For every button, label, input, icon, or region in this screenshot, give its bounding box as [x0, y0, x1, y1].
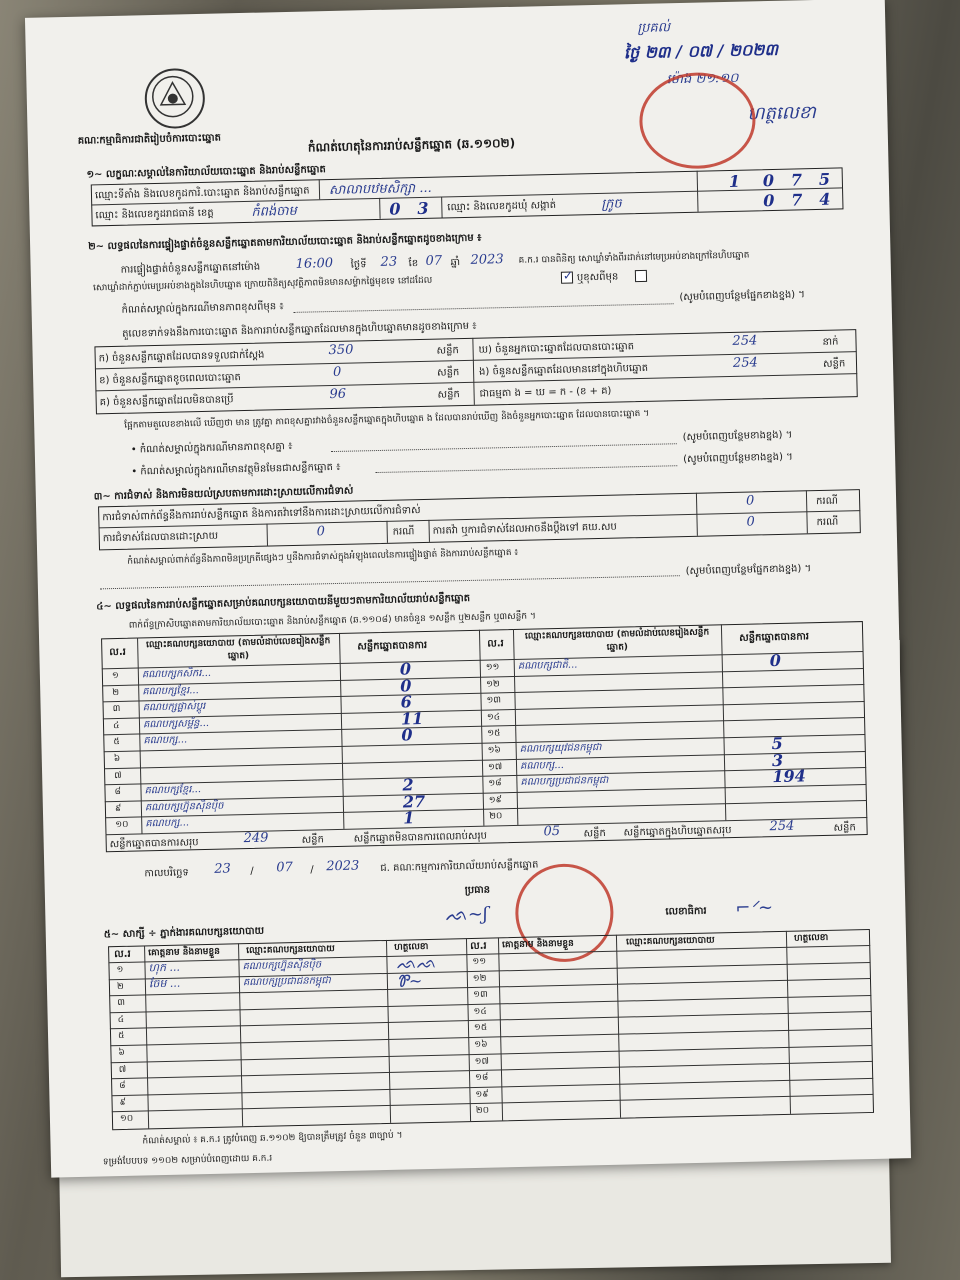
section1-title: ១~ លក្ខណៈសម្គាល់នៃការិយាល័យបោះឆ្នោត និងរាប់សន្លឹកឆ្នោត [86, 164, 326, 181]
results-row-no: ១៩ [488, 795, 503, 806]
complaint-row2-label: ការជំទាស់ដែលបានដោះស្រាយ [102, 530, 219, 545]
change-note-label: កំណត់សម្គាល់ក្នុងករណីមានភាពខុសពីមុន ៖ [121, 301, 284, 316]
commune-code-2: 7 [791, 190, 803, 210]
results-row-votes: 194 [772, 766, 806, 787]
count-formula: ជាធម្មតា ង = ឃ = ក - (ខ + គ) [479, 385, 612, 400]
witness-col-sign-2: ហត្ថលេខា [793, 932, 829, 944]
results-row-votes: 27 [402, 792, 426, 812]
station-name-label: ឈ្មោះទីតាំង និងលេខកូដការិ.បោះឆ្នោត និងរាប់សន្លឹកឆ្នោត [94, 185, 310, 202]
section4-title: ៤~ លទ្ធផលនៃការរាប់សន្លឹកឆ្នោតសម្រាប់គណបក្សនយោបាយនីមួយៗតាមការិយាល័យរាប់សន្លឹកឆ្នោត [96, 592, 471, 613]
witness-col-party: ឈ្មោះគណបក្សនយោបាយ [246, 944, 335, 957]
results-col-votes-2: សន្លឹកឆ្នោតបានការ [739, 631, 810, 644]
witness-2-name: ចែម ... [148, 976, 181, 991]
results-col-no: ល.រ [109, 646, 126, 659]
signature-top: ហត្ថលេខា [747, 101, 817, 125]
witness-col-name: គោត្តនាម និងនាមខ្លួន [148, 946, 221, 959]
results-row-votes: 0 [769, 650, 782, 671]
count-e-value: 254 [732, 355, 758, 371]
witness-row-no: ៧ [118, 1064, 127, 1076]
received-date: ថ្ងៃ ២៣ / ០៧ / ២០២៣ [623, 39, 779, 63]
verify-month: 07 [425, 253, 443, 269]
results-row-party: គណបក្សយុវជនកម្ពុជា [519, 742, 602, 755]
date-suffix: ជ. គណៈកម្មការការិយាល័យរាប់សន្លឹកឆ្នោត [380, 859, 539, 875]
year-label: ឆ្នាំ [450, 257, 461, 269]
province-code-1: 0 [389, 199, 401, 219]
results-row-no: ១ [111, 670, 119, 682]
witness-col-sign: ហត្ថលេខា [394, 941, 429, 953]
witness-2-signature: Ꮘ~ [396, 971, 423, 991]
count-c-value: 96 [329, 386, 347, 403]
witness-row-no: ២ [116, 981, 124, 993]
witness-row-no: ១៨ [475, 1072, 489, 1083]
received-note: ប្រគល់ [637, 20, 671, 37]
results-row-party: គណបក្សកសិករ... [141, 667, 212, 681]
witness-row-no: ១ [116, 964, 124, 976]
results-row-votes: 0 [401, 725, 413, 745]
president-signature: ᨒ~ʃ [445, 903, 489, 926]
count-a-unit: សន្លឹក [436, 345, 459, 357]
witness-row-no: ១៣ [473, 989, 488, 1000]
date-day: 23 [214, 861, 232, 877]
total-valid-label: សន្លឹកឆ្នោតបានការសរុប [109, 837, 199, 851]
results-row-no: ៦ [113, 753, 121, 765]
results-row-no: ១៤ [486, 712, 501, 723]
complaint-row1-label: ការជំទាស់ពាក់ព័ន្ធនឹងការរាប់សន្លឹកឆ្នោត និងការតវ៉ាទៅនឹងការដោះស្រាយលើការជំទាស់ [102, 505, 421, 524]
witness-col-party-2: ឈ្មោះគណបក្សនយោបាយ [625, 935, 715, 948]
results-row-votes: 1 [402, 808, 415, 828]
witness-1-signature: ᨒᨒ [396, 952, 437, 973]
change-note-suffix: (សូមបំពេញបន្ថែមផ្នែកខាងខ្នង) ។ [679, 289, 806, 304]
results-row-no: ៥ [113, 736, 120, 748]
results-row-party: គណបក្ស... [143, 734, 188, 747]
results-col-party-2: ឈ្មោះគណបក្សនយោបាយ (តាមលំដាប់លេខរៀងសន្លឹកឆ្នោត) [524, 627, 710, 653]
form-title: កំណត់ហេតុនៃការរាប់សន្លឹកឆ្នោត (ឆ.១១០២) [307, 135, 516, 155]
verify-line1-suffix: គ.ក.រ បានពិនិត្យ សោឃ្លាំទាំងពីរដាក់នៅមេប្រអប់ខាងក្រៅនៃហិបឆ្នោត [518, 250, 750, 266]
results-row-party: គណបក្សខ្មែរ... [144, 784, 202, 797]
commune-label: ឈ្មោះ និងលេខកូដឃុំ សង្កាត់ [447, 199, 557, 214]
count-c-label: គ) ចំនួនសន្លឹកឆ្នោតដែលមិនបានប្រើ [99, 394, 234, 409]
station-name-value: សាលាបឋមសិក្សា ... [328, 180, 432, 199]
results-row-party: គណបក្សហ្វ៊ុនស៊ិនប៉ិច [144, 800, 224, 814]
results-row-party: គណបក្សខ្មែរ... [142, 685, 199, 698]
irregularity-suffix: (សូមបំពេញបន្ថែមផ្នែកខាងខ្នង) ។ [685, 563, 812, 578]
results-row-no: ៤ [112, 720, 120, 732]
results-col-party: ឈ្មោះគណបក្សនយោបាយ (តាមលំដាប់លេខរៀងសន្លឹកឆ្នោត) [145, 636, 331, 662]
results-row-no: ៧ [114, 770, 122, 782]
results-row-no: ១៦ [487, 745, 501, 756]
total-valid: 249 [243, 830, 269, 847]
witness-2-party: គណបក្សប្រជាជនកម្ពុជា [242, 975, 331, 989]
results-row-party: គណបក្សផ្លាស់ប្តូរ [142, 700, 206, 714]
witness-row-no: ៩ [119, 1097, 127, 1109]
verify-time-label: ការផ្ទៀងផ្ទាត់ចំនួនសន្លឹកឆ្នោតនៅម៉ោង [120, 261, 261, 276]
count-e-label: ង) ចំនួនសន្លឹកឆ្នោតដែលមាននៅក្នុងហិបឆ្នោត [478, 362, 649, 378]
results-col-no-2: ល.រ [487, 638, 504, 650]
count-d-unit: នាក់ [822, 336, 839, 348]
total-box-label: សន្លឹកឆ្នោតក្នុងហិបឆ្នោតសរុប [623, 825, 732, 839]
witness-col-no-2: ល.រ [470, 940, 487, 953]
red-seal-top [638, 71, 756, 170]
results-row-no: ១០ [115, 819, 129, 831]
results-row-no: ១៥ [487, 728, 501, 739]
results-row-votes: 6 [400, 692, 412, 712]
complaint-row2b-label: ការតវ៉ា ឬការជំទាស់ដែលអាចនឹងប្តឹងទៅ គឃ.សប [432, 521, 617, 537]
count-c-unit: សន្លឹក [437, 389, 460, 401]
received-time: ម៉ោង ២១:១០ [666, 70, 739, 88]
results-row-party: គណបក្ស... [145, 817, 190, 830]
results-row-votes: 0 [399, 676, 412, 696]
verify-line2: សោឃ្លាំដាក់ភ្ជាប់មេប្រអប់ខាងក្នុងនៃហិបឆ្នោត ក្រោយពិនិត្យសុវត្ថិភាពមិនមានសម្ល៉ាកផ្ទៃមុខទេ នៅដដែល [92, 275, 433, 294]
verify-day: 23 [380, 254, 398, 270]
total-invalid-label: សន្លឹកឆ្នោតមិនបានការពេលរាប់សរុប [353, 830, 488, 845]
results-row-no: ២០ [489, 811, 503, 822]
witness-row-no: ៦ [118, 1047, 125, 1059]
province-value: កំពង់ចាម [251, 203, 297, 220]
results-row-no: ១១ [485, 662, 500, 673]
witness-row-no: ១៧ [474, 1056, 490, 1067]
total-invalid: 05 [543, 823, 561, 840]
org-name: គណៈកម្មាធិការជាតិរៀបចំការបោះឆ្នោត [77, 132, 222, 147]
witness-row-no: ១៥ [473, 1022, 488, 1033]
witness-1-party: គណបក្សហ្វ៊ុនស៊ិនប៉ិច [242, 959, 322, 973]
results-row-votes: 2 [402, 775, 414, 795]
complaint-row1-value: 0 [745, 493, 755, 509]
unchanged-checkbox[interactable]: ✓ [562, 268, 574, 283]
results-row-party: គណបក្ស... [519, 759, 564, 772]
count-b-value: 0 [332, 364, 342, 381]
secretary-signature: ⌐ᐟ~ [735, 897, 774, 920]
witness-col-name-2: គោត្តនាម និងនាមខ្លួន [502, 938, 574, 951]
results-row-no: ២ [112, 687, 120, 699]
form-note: ទម្រង់បែបបទ ១១០២ សម្រាប់បំពេញដោយ គ.ក.រ [102, 1153, 273, 1168]
station-code-4: 5 [818, 169, 831, 189]
results-row-votes: 0 [399, 659, 412, 679]
footnote: កំណត់សម្គាល់ ៖ គ.ក.រ ត្រូវបំពេញ ឆ.១១០២ ឱ្យបានត្រឹមត្រូវ ចំនួន ៣ច្បាប់ ។ [142, 1130, 403, 1147]
total-box-unit: សន្លឹក [833, 822, 856, 834]
total-valid-unit: សន្លឹក [301, 834, 325, 846]
results-row-no: ១៣ [486, 695, 502, 706]
witness-row-no: ១១ [472, 956, 487, 967]
date-month: 07 [276, 860, 294, 876]
station-code-3: 7 [790, 170, 803, 190]
results-row-votes: 5 [771, 733, 783, 754]
province-code-2: 3 [417, 198, 429, 219]
witness-row-no: ៤ [117, 1014, 125, 1026]
changed-checkbox[interactable] [635, 270, 647, 282]
commune-value: ក្រូច [601, 196, 622, 212]
results-row-no: ១២ [486, 679, 500, 690]
section4-intro: ពាក់ព័ន្ធក្រាសិបឆ្នោតតាមការិយាល័យបោះឆ្នោត និងរាប់សន្លឹកឆ្នោត (ឆ.១១០៨) មានចំនួន ១សន្លឹក ឬ២សន្លឹក ឬ៣សន្លឹក ។ [128, 611, 537, 631]
results-row-party: គណបក្សជាតិ... [517, 659, 578, 672]
section2-title: ២~ លទ្ធផលនៃការផ្ទៀងផ្ទាត់ចំនួនសន្លឹកឆ្នោតតាមការិយាល័យបោះឆ្នោត និងរាប់សន្លឹកឆ្នោតដូចខាងក្រោម ៖ [88, 232, 482, 253]
object-note-label: • កំណត់សម្គាល់ក្នុងករណីមានវត្ថុមិនមែនជាសន្លឹកឆ្នោត ៖ [131, 461, 341, 478]
results-row-no: ៩ [114, 803, 122, 815]
count-b-unit: សន្លឹក [436, 367, 460, 379]
results-col-votes: សន្លឹកឆ្នោតបានការ [357, 639, 428, 653]
witness-row-no: ១០ [119, 1113, 134, 1125]
form-sheet: គណៈកម្មាធិការជាតិរៀបចំការបោះឆ្នោត កំណត់ហេតុនៃការរាប់សន្លឹកឆ្នោត (ឆ.១១០២) ប្រគល់ ថ្ងៃ ២៣ / ០៧ / ២០២៣ ម៉ោង ២១:១០ ហត្ថលេខា ១~ លក្ខណៈសម្គាល់នៃការិយាល័យបោះឆ្នោត និងរាប់សន្លឹកឆ្នោត ឈ្មោះទីតាំង និងលេខកូដការិ.បោះឆ្នោត និងរាប់សន្លឹកឆ្នោត សាលាបឋមសិក្សា ... 1 0 7 5 ឈ្មោះ និងលេខកូដរាជធានី ខេត្ត កំពង់ចាម 0 3 ឈ្មោះ និងលេខកូដឃុំ សង្កាត់ ក្រូច 0 7 4 ២~ លទ្ធផលនៃការផ្ទៀងផ្ទាត់ចំនួនសន្លឹកឆ្នោតតាមការិយាល័យបោះឆ្នោត និងរាប់សន្លឹកឆ្នោតដូចខាងក្រោម ៖ ការផ្ទៀងផ្ទាត់ចំនួនសន្លឹកឆ្នោតនៅម៉ោង 16:00 ថ្ងៃទី 23 ខែ 07 ឆ្នាំ 2023 គ.ក.រ បានពិនិត្យ សោឃ្លាំទាំងពីរដាក់នៅមេប្រអប់ខាងក្រៅនៃហិបឆ្នោត សោឃ្លាំដាក់ភ្ជាប់មេប្រអប់ខាងក្នុងនៃហិបឆ្នោត ក្រោយពិនិត្យសុវត្ថិភាពមិនមានសម្ល៉ាកផ្ទៃមុខទេ នៅដដែល ✓ ឬខុសពីមុន កំណត់សម្គាល់ក្នុងករណីមានភាពខុសពីមុន ៖ (សូមបំពេញបន្ថែមផ្នែកខាងខ្នង) ។ តួលេខទាក់ទងនឹងការបោះឆ្នោត និងការរាប់សន្លឹកឆ្នោតដែលមានក្នុងហិបឆ្នោតមានដូចខាងក្រោម ៖ ក) ចំនួនសន្លឹកឆ្នោតដែលបានទទួលជាក់ស្តែង 350 សន្លឹក ខ) ចំនួនសន្លឹកឆ្នោតខូចពេលបោះឆ្នោត 0 សន្លឹក គ) ចំនួនសន្លឹកឆ្នោតដែលមិនបានប្រើ 96 សន្លឹក ឃ) ចំនួនអ្នកបោះឆ្នោតដែលបានបោះឆ្នោត 254 នាក់ ង) ចំនួនសន្លឹកឆ្នោតដែលមាននៅក្នុងហិបឆ្នោត 254 សន្លឹក ជាធម្មតា ង = ឃ = ក - (ខ + គ) ផ្អែកតាមតួលេខខាងលើ ឃើញថា មាន ត្រូវគ្នា ភាពខុសគ្នារវាងចំនួនសន្លឹកឆ្នោតក្នុងហិបឆ្នោត ង ដែលបានរាប់ឃើញ និងចំនួនអ្នកបោះឆ្នោត ដែលបានបោះឆ្នោត ។ • កំណត់សម្គាល់ក្នុងករណីមានភាពខុសគ្នា ៖ (សូមបំពេញបន្ថែមខាងខ្នង) ។ • កំណត់សម្គាល់ក្នុងករណីមានវត្ថុមិនមែនជាសន្លឹកឆ្នោត ៖ (សូមបំពេញបន្ថែមខាងខ្នង) ។ ៣~ ការជំទាស់ និងការមិនយល់ស្របតាមការដោះស្រាយលើការជំទាស់ ការជំទាស់ពាក់ព័ន្ធនឹងការរាប់សន្លឹកឆ្នោត និងការតវ៉ាទៅនឹងការដោះស្រាយលើការជំទាស់ 0 ករណី ការជំទាស់ដែលបានដោះស្រាយ 0 ករណី ការតវ៉ា ឬការជំទាស់ដែលអាចនឹងប្តឹងទៅ គឃ.សប 0 ករណី កំណត់សម្គាល់ពាក់ព័ន្ធនឹងភាពមិនប្រក្រតីផ្សេងៗ ឬនឹងការជំទាស់ក្នុងអំឡុងពេលនៃការផ្ទៀងផ្ទាត់ និងការរាប់សន្លឹកឆ្នោត ៖ (សូមបំពេញបន្ថែមផ្នែកខាងខ្នង) ។ ៤~ លទ្ធផលនៃការរាប់សន្លឹកឆ្នោតសម្រាប់គណបក្សនយោបាយនីមួយៗតាមការិយាល័យរាប់សន្លឹកឆ្នោត ពាក់ព័ន្ធក្រាសិបឆ្នោតតាមការិយាល័យបោះឆ្នោត និងរាប់សន្លឹកឆ្នោត (ឆ.១១០៨) មានចំនួន ១សន្លឹក ឬ២សន្លឹក ឬ៣សន្លឹក ។ ល.រ ឈ្មោះគណបក្សនយោបាយ (តាមលំដាប់លេខរៀងសន្លឹកឆ្នោត) សន្លឹកឆ្នោតបានការ ល.រ ឈ្មោះគណបក្សនយោបាយ (តាមលំដាប់លេខរៀងសន្លឹកឆ្នោត) សន្លឹកឆ្នោតបានការ ១ គណបក្សកសិករ... 0 ២ គណបក្សខ្មែរ... 0 ៣ គណបក្សផ្លាស់ប្តូរ 6 ៤ គណបក្សសម្ព័ន្ធ... 11 ៥ គណបក្ស... 0 ៦ ៧ ៨ គណបក្សខ្មែរ... 2 ៩ គណបក្សហ្វ៊ុនស៊ិនប៉ិច 27 ១០ គណបក្ស... 1 ១១ គណបក្សជាតិ... 0 ១២ ១៣ ១៤ ១៥ ១៦ គណបក្សយុវជនកម្ពុជា 5 ១៧ គណបក្ស... 3 ១៨ គណបក្សប្រជាជនកម្ពុជា 194 ១៩ ២០ សន្លឹកឆ្នោតបានការសរុប 249 សន្លឹក សន្លឹកឆ្នោតមិនបានការពេលរាប់សរុប 05 សន្លឹក សន្លឹកឆ្នោតក្នុងហិបឆ្នោតសរុប 254 សន្លឹក កាលបរិច្ឆេទ 23 / 07 / 2023 ជ. គណៈកម្មការការិយាល័យរាប់សន្លឹកឆ្នោត ប្រធាន ᨒ~ʃ លេខាធិការ ⌐ᐟ~ ៥~ សាក្សី ÷ ភ្នាក់ងារគណបក្សនយោបាយ ល.រ គោត្តនាម និងនាមខ្លួន ឈ្មោះគណបក្សនយោបាយ ហត្ថលេខា ល.រ គោត្តនាម និងនាមខ្លួន ឈ្មោះគណបក្សនយោបាយ ហត្ថលេខា ១ ១១ ២ ១២ ៣ ១៣ ៤ ១៤ ៥ ១៥ ៦ ១៦ ៧ ១៧ ៨ ១៨ ៩ ១៩ ១០ ២០ ហុក ... គណបក្សហ្វ៊ុនស៊ិនប៉ិច ចែម ... គណបក្សប្រជាជនកម្ពុជា ᨒᨒ Ꮘ~ កំណត់សម្គាល់ ៖ គ.ក.រ ត្រូវបំពេញ ឆ.១១០២ ឱ្យបានត្រឹមត្រូវ ចំនួន ៣ច្បាប់ ។ ទម្រង់បែបបទ ១១០២ សម្រាប់បំពេញដោយ គ.ក.រ [25, 0, 911, 1178]
witness-row-no: ២០ [475, 1105, 490, 1116]
complaint-row2b-value: 0 [746, 514, 756, 530]
witness-col-no: ល.រ [114, 948, 131, 961]
complaint-row1-unit: ករណី [816, 495, 838, 508]
complaint-row2-unit: ករណី [392, 526, 415, 538]
count-d-value: 254 [732, 333, 758, 349]
count-table-intro: តួលេខទាក់ទងនឹងការបោះឆ្នោត និងការរាប់សន្លឹកឆ្នោតដែលមានក្នុងហិបឆ្នោតមានដូចខាងក្រោម ៖ [122, 320, 477, 340]
witness-row-no: ៥ [117, 1030, 125, 1042]
results-row-votes: 3 [771, 750, 784, 771]
station-code-1: 1 [728, 171, 757, 191]
count-a-value: 350 [328, 342, 354, 359]
section3-title: ៣~ ការជំទាស់ និងការមិនយល់ស្របតាមការដោះស្រាយលើការជំទាស់ [93, 485, 354, 503]
date-year: 2023 [326, 858, 360, 875]
witness-1-name: ហុក ... [148, 960, 181, 975]
witness-row-no: ១២ [472, 973, 487, 984]
verify-time: 16:00 [295, 255, 334, 272]
complaint-row2b-unit: ករណី [816, 516, 839, 529]
total-invalid-unit: សន្លឹក [583, 827, 606, 840]
witness-row-no: ១៩ [475, 1089, 489, 1100]
total-box: 254 [769, 818, 795, 835]
compare-line: ផ្អែកតាមតួលេខខាងលើ ឃើញថា មាន ត្រូវគ្នា ភាពខុសគ្នារវាងចំនួនសន្លឹកឆ្នោតក្នុងហិបឆ្នោត ង ដែលបានរាប់ឃើញ និងចំនួនអ្នកបោះឆ្នោត ដែលបានបោះឆ្នោត ។ [124, 408, 650, 431]
diff-note-label: • កំណត់សម្គាល់ក្នុងករណីមានភាពខុសគ្នា ៖ [130, 440, 293, 456]
province-label: ឈ្មោះ និងលេខកូដរាជធានី ខេត្ត [95, 207, 214, 222]
secretary-label: លេខាធិការ [665, 905, 707, 918]
count-b-label: ខ) ចំនួនសន្លឹកឆ្នោតខូចពេលបោះឆ្នោត [99, 372, 241, 387]
witness-row-no: ៣ [117, 997, 126, 1009]
section5-title: ៥~ សាក្សី ÷ ភ្នាក់ងារគណបក្សនយោបាយ [103, 925, 265, 941]
month-label: ខែ [408, 258, 419, 270]
results-row-no: ១៧ [487, 762, 503, 773]
witness-row-no: ៨ [119, 1080, 126, 1092]
results-row-no: ៨ [114, 786, 122, 798]
results-row-party: គណបក្សសម្ព័ន្ធ... [142, 717, 210, 731]
commune-code-3: 4 [819, 189, 831, 209]
irregularity-note: កំណត់សម្គាល់ពាក់ព័ន្ធនឹងភាពមិនប្រក្រតីផ្សេងៗ ឬនឹងការជំទាស់ក្នុងអំឡុងពេលនៃការផ្ទៀងផ្ទាត់ និងការរាប់សន្លឹកឆ្នោត ៖ [127, 547, 519, 567]
verify-year: 2023 [470, 252, 504, 268]
witness-row-no: ១៤ [473, 1006, 487, 1017]
president-label: ប្រធាន [464, 884, 491, 897]
results-row-party: គណបក្សប្រជាជនកម្ពុជា [520, 774, 609, 788]
results-row-no: ៣ [112, 703, 121, 715]
witness-row-no: ១៦ [474, 1039, 488, 1050]
count-a-label: ក) ចំនួនសន្លឹកឆ្នោតដែលបានទទួលជាក់ស្តែង [98, 349, 265, 365]
results-row-votes: 11 [400, 709, 424, 729]
results-row-no: ១៨ [488, 778, 502, 789]
emblem-icon [144, 68, 205, 129]
date-prefix: កាលបរិច្ឆេទ [144, 867, 189, 880]
changed-label: ឬខុសពីមុន [576, 271, 619, 284]
count-e-unit: សន្លឹក [822, 358, 846, 370]
diff-note-suffix: (សូមបំពេញបន្ថែមខាងខ្នង) ។ [682, 429, 793, 444]
complaint-row2-value: 0 [316, 524, 326, 540]
object-note-suffix: (សូមបំពេញបន្ថែមខាងខ្នង) ។ [683, 451, 793, 466]
day-label: ថ្ងៃទី [350, 259, 367, 271]
station-code-2: 0 [762, 170, 775, 191]
count-d-label: ឃ) ចំនួនអ្នកបោះឆ្នោតដែលបានបោះឆ្នោត [478, 341, 635, 356]
commune-code-1: 0 [763, 190, 775, 211]
